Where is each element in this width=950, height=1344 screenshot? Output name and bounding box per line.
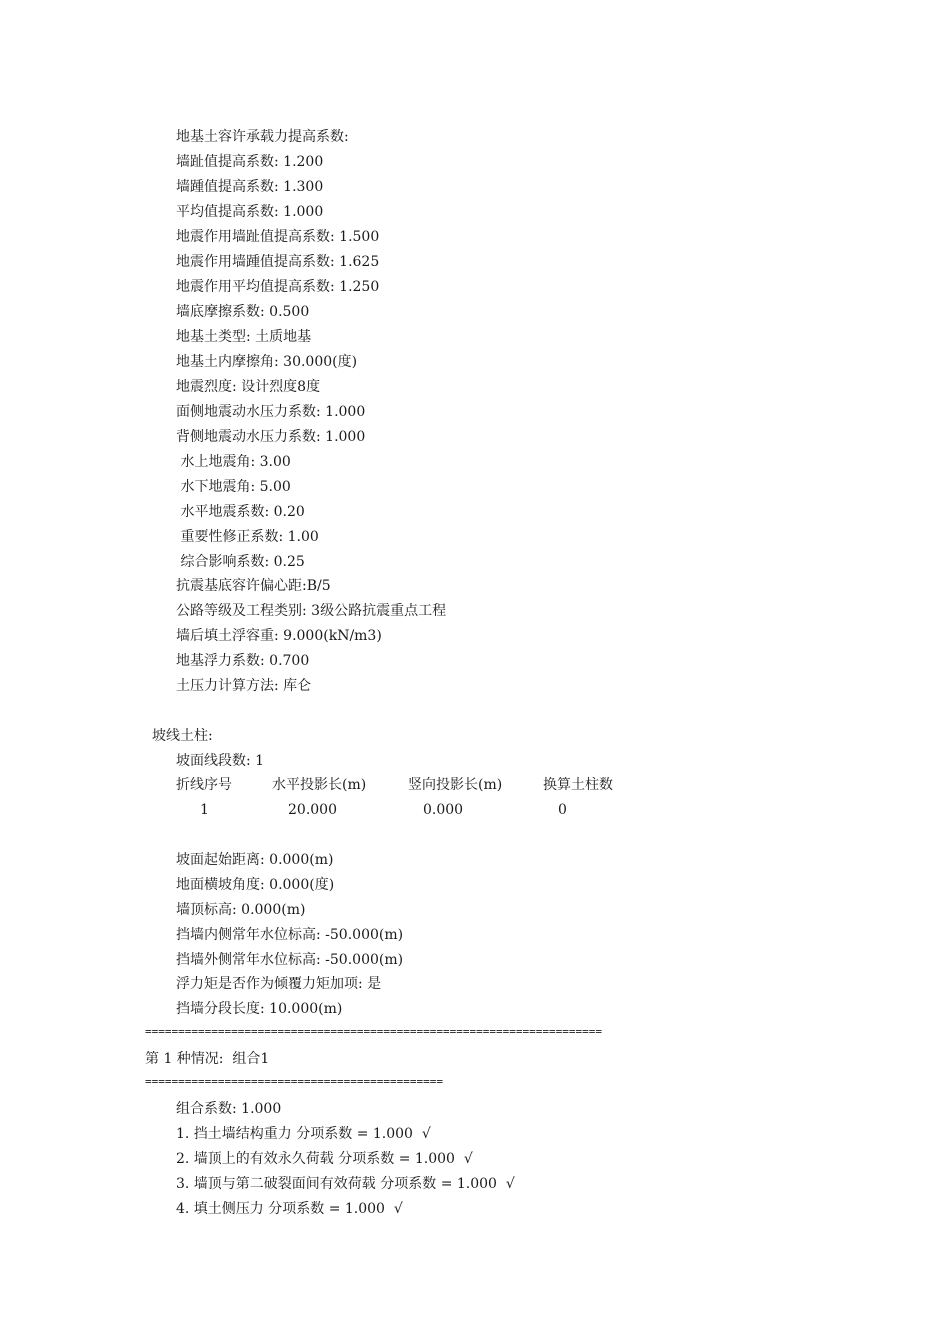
- foundation-line: 地基土内摩擦角: 30.000(度): [176, 354, 358, 370]
- table-header: 水平投影长(m): [272, 777, 367, 793]
- slope-line: 墙顶标高: 0.000(m): [176, 902, 306, 918]
- foundation-line: 公路等级及工程类别: 3级公路抗震重点工程: [176, 603, 447, 619]
- combo-item: 4. 填土侧压力 分项系数 = 1.000 √: [176, 1201, 403, 1217]
- foundation-line: 水上地震角: 3.00: [176, 454, 291, 470]
- table-header: 折线序号: [176, 777, 232, 793]
- slope-segments: 坡面线段数: 1: [176, 753, 265, 769]
- foundation-line: 抗震基底容许偏心距:B/5: [176, 578, 331, 594]
- foundation-line: 重要性修正系数: 1.00: [176, 529, 319, 545]
- slope-line: 挡墙分段长度: 10.000(m): [176, 1001, 343, 1017]
- slope-line: 地面横坡角度: 0.000(度): [176, 877, 335, 893]
- separator-short: =============================================: [145, 1075, 444, 1088]
- slope-line: 坡面起始距离: 0.000(m): [176, 852, 334, 868]
- foundation-line: 水下地震角: 5.00: [176, 479, 291, 495]
- foundation-line: 土压力计算方法: 库仑: [176, 678, 312, 694]
- foundation-heading: 地基土容许承载力提高系数:: [176, 129, 349, 145]
- foundation-line: 水平地震系数: 0.20: [176, 504, 305, 520]
- combo-item: 1. 挡土墙结构重力 分项系数 = 1.000 √: [176, 1126, 431, 1142]
- foundation-line: 地基土类型: 土质地基: [176, 329, 312, 345]
- table-cell: 0: [558, 802, 567, 818]
- separator-long: =====================================================================: [145, 1025, 602, 1038]
- slope-line: 挡墙外侧常年水位标高: -50.000(m): [176, 952, 404, 968]
- foundation-line: 墙底摩擦系数: 0.500: [176, 304, 310, 320]
- foundation-line: 面侧地震动水压力系数: 1.000: [176, 404, 366, 420]
- slope-heading: 坡线土柱:: [152, 728, 213, 744]
- foundation-line: 地震烈度: 设计烈度8度: [176, 379, 321, 395]
- combo-item: 3. 墙顶与第二破裂面间有效荷载 分项系数 = 1.000 √: [176, 1176, 515, 1192]
- combo-coefficient: 组合系数: 1.000: [176, 1101, 282, 1117]
- table-header: 竖向投影长(m): [408, 777, 503, 793]
- slope-line: 浮力矩是否作为倾覆力矩加项: 是: [176, 976, 382, 992]
- foundation-line: 地震作用平均值提高系数: 1.250: [176, 279, 380, 295]
- foundation-line: 背侧地震动水压力系数: 1.000: [176, 429, 366, 445]
- table-header: 换算土柱数: [543, 777, 613, 793]
- table-cell: 0.000: [423, 802, 464, 818]
- foundation-line: 地震作用墙踵值提高系数: 1.625: [176, 254, 380, 270]
- foundation-line: 综合影响系数: 0.25: [176, 554, 305, 570]
- case-title: 第 1 种情况: 组合1: [145, 1051, 270, 1067]
- table-cell: 1: [200, 802, 209, 818]
- foundation-line: 地基浮力系数: 0.700: [176, 653, 310, 669]
- foundation-line: 墙踵值提高系数: 1.300: [176, 179, 324, 195]
- slope-line: 挡墙内侧常年水位标高: -50.000(m): [176, 927, 404, 943]
- foundation-line: 墙后填土浮容重: 9.000(kN/m3): [176, 628, 382, 644]
- combo-item: 2. 墙顶上的有效永久荷载 分项系数 = 1.000 √: [176, 1151, 473, 1167]
- table-cell: 20.000: [288, 802, 337, 818]
- foundation-line: 平均值提高系数: 1.000: [176, 204, 324, 220]
- foundation-line: 地震作用墙趾值提高系数: 1.500: [176, 229, 380, 245]
- foundation-line: 墙趾值提高系数: 1.200: [176, 154, 324, 170]
